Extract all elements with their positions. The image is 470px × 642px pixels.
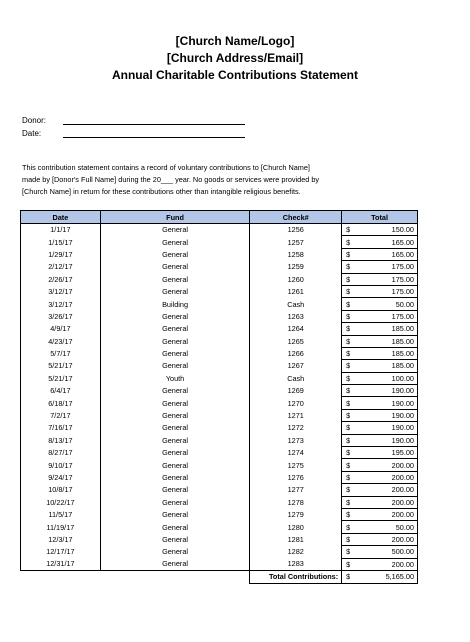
donor-row: [22, 112, 245, 125]
date-cell: 11/19/17: [21, 521, 101, 533]
amount-cell: [342, 273, 418, 285]
statement-description: [22, 162, 452, 198]
amount-cell: [342, 372, 418, 384]
date-cell: 3/26/17: [21, 310, 101, 322]
check-cell: Cash: [250, 372, 342, 384]
fund-cell: General: [100, 335, 250, 347]
date-cell: 8/13/17: [21, 434, 101, 446]
table-row: [21, 236, 418, 248]
currency-symbol: $: [346, 485, 351, 495]
check-cell: 1267: [250, 360, 342, 372]
check-cell: 1279: [250, 508, 342, 520]
check-cell: 1276: [250, 471, 342, 483]
date-cell: 7/16/17: [21, 422, 101, 434]
date-cell: 2/26/17: [21, 273, 101, 285]
currency-symbol: $: [346, 225, 351, 235]
contributions-table: [20, 210, 418, 584]
amount-cell: [342, 397, 418, 409]
date-cell: 2/12/17: [21, 261, 101, 273]
table-row: [21, 558, 418, 570]
amount-cell: [342, 310, 418, 322]
total-value: 5,165.00: [385, 571, 414, 581]
table-row: [21, 508, 418, 520]
currency-symbol: $: [346, 448, 351, 458]
fund-cell: General: [100, 409, 250, 421]
amount-value: 195.00: [391, 448, 414, 458]
check-cell: 1266: [250, 347, 342, 359]
check-cell: 1256: [250, 224, 342, 236]
currency-symbol: $: [346, 386, 351, 396]
table-row: [21, 347, 418, 359]
check-cell: 1283: [250, 558, 342, 570]
fund-cell: General: [100, 422, 250, 434]
amount-cell: [342, 236, 418, 248]
date-cell: 1/15/17: [21, 236, 101, 248]
fund-cell: General: [100, 310, 250, 322]
amount-value: 190.00: [391, 411, 414, 421]
letterhead: [0, 33, 470, 84]
currency-symbol: $: [346, 571, 351, 581]
amount-value: 185.00: [391, 336, 414, 346]
date-cell: 9/24/17: [21, 471, 101, 483]
date-cell: 4/9/17: [21, 323, 101, 335]
amount-value: 185.00: [391, 324, 414, 334]
church-address: [Church Address/Email]: [166, 51, 304, 65]
fund-cell: General: [100, 397, 250, 409]
amount-cell: [342, 261, 418, 273]
table-row: [21, 533, 418, 545]
check-cell: 1282: [250, 546, 342, 558]
currency-symbol: $: [346, 349, 351, 359]
amount-cell: [342, 248, 418, 260]
date-cell: 4/23/17: [21, 335, 101, 347]
table-row: [21, 323, 418, 335]
amount-cell: [342, 471, 418, 483]
check-cell: 1280: [250, 521, 342, 533]
currency-symbol: $: [346, 274, 351, 284]
amount-cell: [342, 298, 418, 310]
date-row: [22, 125, 245, 138]
column-header-fund: Fund: [100, 211, 250, 224]
total-amount: [342, 570, 418, 583]
amount-value: 200.00: [391, 534, 414, 544]
description-line: [Church Name] in return for these contributions other than intangible religious benefits.: [22, 187, 301, 196]
currency-symbol: $: [346, 460, 351, 470]
date-cell: 5/7/17: [21, 347, 101, 359]
amount-value: 185.00: [391, 361, 414, 371]
table-row: [21, 484, 418, 496]
total-row: [21, 570, 418, 583]
fund-cell: General: [100, 261, 250, 273]
currency-symbol: $: [346, 299, 351, 309]
amount-cell: [342, 484, 418, 496]
date-cell: 6/18/17: [21, 397, 101, 409]
date-cell: 11/5/17: [21, 508, 101, 520]
table-row: [21, 224, 418, 236]
fund-cell: General: [100, 248, 250, 260]
fund-cell: General: [100, 273, 250, 285]
amount-cell: [342, 385, 418, 397]
amount-value: 200.00: [391, 485, 414, 495]
description-line: made by [Donor's Full Name] during the 20___ year. No goods or services were provided by: [22, 175, 320, 184]
amount-value: 175.00: [391, 262, 414, 272]
amount-cell: [342, 360, 418, 372]
fund-cell: General: [100, 385, 250, 397]
date-cell: 10/8/17: [21, 484, 101, 496]
table-row: [21, 372, 418, 384]
empty-cell: [21, 570, 101, 583]
check-cell: Cash: [250, 298, 342, 310]
check-cell: 1258: [250, 248, 342, 260]
fund-cell: General: [100, 521, 250, 533]
currency-symbol: $: [346, 373, 351, 383]
amount-cell: [342, 347, 418, 359]
amount-cell: [342, 459, 418, 471]
date-cell: 7/2/17: [21, 409, 101, 421]
date-cell: 9/10/17: [21, 459, 101, 471]
amount-value: 190.00: [391, 386, 414, 396]
currency-symbol: $: [346, 361, 351, 371]
date-cell: 12/31/17: [21, 558, 101, 570]
check-cell: 1260: [250, 273, 342, 285]
date-cell: 5/21/17: [21, 360, 101, 372]
amount-value: 100.00: [391, 373, 414, 383]
table-row: [21, 298, 418, 310]
amount-value: 190.00: [391, 398, 414, 408]
amount-value: 200.00: [391, 460, 414, 470]
currency-symbol: $: [346, 336, 351, 346]
amount-value: 185.00: [391, 349, 414, 359]
check-cell: 1264: [250, 323, 342, 335]
currency-symbol: $: [346, 324, 351, 334]
amount-value: 500.00: [391, 547, 414, 557]
table-row: [21, 310, 418, 322]
currency-symbol: $: [346, 559, 351, 569]
fund-cell: Building: [100, 298, 250, 310]
amount-value: 165.00: [391, 237, 414, 247]
amount-cell: [342, 285, 418, 297]
currency-symbol: $: [346, 311, 351, 321]
fund-cell: Youth: [100, 372, 250, 384]
fund-cell: General: [100, 546, 250, 558]
date-cell: 12/17/17: [21, 546, 101, 558]
check-cell: 1277: [250, 484, 342, 496]
date-cell: 3/12/17: [21, 285, 101, 297]
fund-cell: General: [100, 484, 250, 496]
check-cell: 1261: [250, 285, 342, 297]
fund-cell: General: [100, 447, 250, 459]
table-row: [21, 434, 418, 446]
amount-value: 175.00: [391, 274, 414, 284]
check-cell: 1275: [250, 459, 342, 471]
amount-cell: [342, 558, 418, 570]
fund-cell: General: [100, 533, 250, 545]
amount-value: 175.00: [391, 287, 414, 297]
check-cell: 1273: [250, 434, 342, 446]
currency-symbol: $: [346, 522, 351, 532]
amount-cell: [342, 323, 418, 335]
currency-symbol: $: [346, 497, 351, 507]
column-header-check: Check#: [250, 211, 342, 224]
table-row: [21, 397, 418, 409]
amount-value: 200.00: [391, 510, 414, 520]
date-cell: 6/4/17: [21, 385, 101, 397]
amount-value: 165.00: [391, 249, 414, 259]
date-label: Date:: [22, 129, 42, 138]
check-cell: 1263: [250, 310, 342, 322]
column-header-total: Total: [342, 211, 418, 224]
date-cell: 10/22/17: [21, 496, 101, 508]
fund-cell: General: [100, 496, 250, 508]
table-row: [21, 261, 418, 273]
amount-cell: [342, 447, 418, 459]
table-row: [21, 521, 418, 533]
table-body: [21, 224, 418, 571]
amount-value: 190.00: [391, 435, 414, 445]
check-cell: 1270: [250, 397, 342, 409]
amount-value: 150.00: [391, 225, 414, 235]
fund-cell: General: [100, 285, 250, 297]
amount-value: 50.00: [395, 299, 414, 309]
fund-cell: General: [100, 360, 250, 372]
table-row: [21, 285, 418, 297]
check-cell: 1257: [250, 236, 342, 248]
table-row: [21, 496, 418, 508]
currency-symbol: $: [346, 534, 351, 544]
total-label: Total Contributions:: [250, 570, 342, 583]
amount-value: 200.00: [391, 559, 414, 569]
description-line: This contribution statement contains a record of voluntary contributions to [Church Name]: [22, 163, 310, 172]
empty-cell: [100, 570, 250, 583]
fund-cell: General: [100, 323, 250, 335]
amount-cell: [342, 434, 418, 446]
amount-cell: [342, 409, 418, 421]
church-name: [Church Name/Logo]: [175, 34, 295, 48]
table-row: [21, 546, 418, 558]
check-cell: 1274: [250, 447, 342, 459]
check-cell: 1259: [250, 261, 342, 273]
table-row: [21, 422, 418, 434]
fund-cell: General: [100, 236, 250, 248]
donor-info: [22, 112, 245, 138]
table-row: [21, 360, 418, 372]
table-row: [21, 471, 418, 483]
date-cell: 1/29/17: [21, 248, 101, 260]
currency-symbol: $: [346, 423, 351, 433]
date-cell: 3/12/17: [21, 298, 101, 310]
currency-symbol: $: [346, 287, 351, 297]
donor-label: Donor:: [22, 116, 47, 125]
currency-symbol: $: [346, 435, 351, 445]
currency-symbol: $: [346, 510, 351, 520]
table-row: [21, 409, 418, 421]
amount-value: 190.00: [391, 423, 414, 433]
amount-value: 50.00: [395, 522, 414, 532]
donor-field[interactable]: [63, 115, 245, 125]
amount-cell: [342, 224, 418, 236]
amount-value: 175.00: [391, 311, 414, 321]
check-cell: 1271: [250, 409, 342, 421]
amount-value: 200.00: [391, 497, 414, 507]
table-row: [21, 447, 418, 459]
check-cell: 1281: [250, 533, 342, 545]
table-row: [21, 273, 418, 285]
fund-cell: General: [100, 558, 250, 570]
amount-cell: [342, 422, 418, 434]
amount-cell: [342, 508, 418, 520]
date-cell: 12/3/17: [21, 533, 101, 545]
currency-symbol: $: [346, 237, 351, 247]
date-cell: 1/1/17: [21, 224, 101, 236]
amount-cell: [342, 335, 418, 347]
check-cell: 1269: [250, 385, 342, 397]
fund-cell: General: [100, 471, 250, 483]
table-row: [21, 335, 418, 347]
date-cell: 5/21/17: [21, 372, 101, 384]
table-row: [21, 385, 418, 397]
currency-symbol: $: [346, 473, 351, 482]
amount-cell: [342, 521, 418, 533]
column-header-date: Date: [21, 211, 101, 224]
fund-cell: General: [100, 508, 250, 520]
fund-cell: General: [100, 459, 250, 471]
table-row: [21, 459, 418, 471]
amount-cell: [342, 533, 418, 545]
table-row: [21, 248, 418, 260]
currency-symbol: $: [346, 547, 351, 557]
currency-symbol: $: [346, 262, 351, 272]
fund-cell: General: [100, 224, 250, 236]
currency-symbol: $: [346, 398, 351, 408]
check-cell: 1278: [250, 496, 342, 508]
currency-symbol: $: [346, 411, 351, 421]
date-cell: 8/27/17: [21, 447, 101, 459]
date-field[interactable]: [63, 128, 245, 138]
fund-cell: General: [100, 347, 250, 359]
check-cell: 1265: [250, 335, 342, 347]
fund-cell: General: [100, 434, 250, 446]
amount-cell: [342, 496, 418, 508]
currency-symbol: $: [346, 249, 351, 259]
table-header-row: [21, 211, 418, 224]
statement-title: Annual Charitable Contributions Statement: [111, 68, 358, 82]
amount-cell: [342, 546, 418, 558]
check-cell: 1272: [250, 422, 342, 434]
amount-value: 200.00: [391, 473, 414, 482]
